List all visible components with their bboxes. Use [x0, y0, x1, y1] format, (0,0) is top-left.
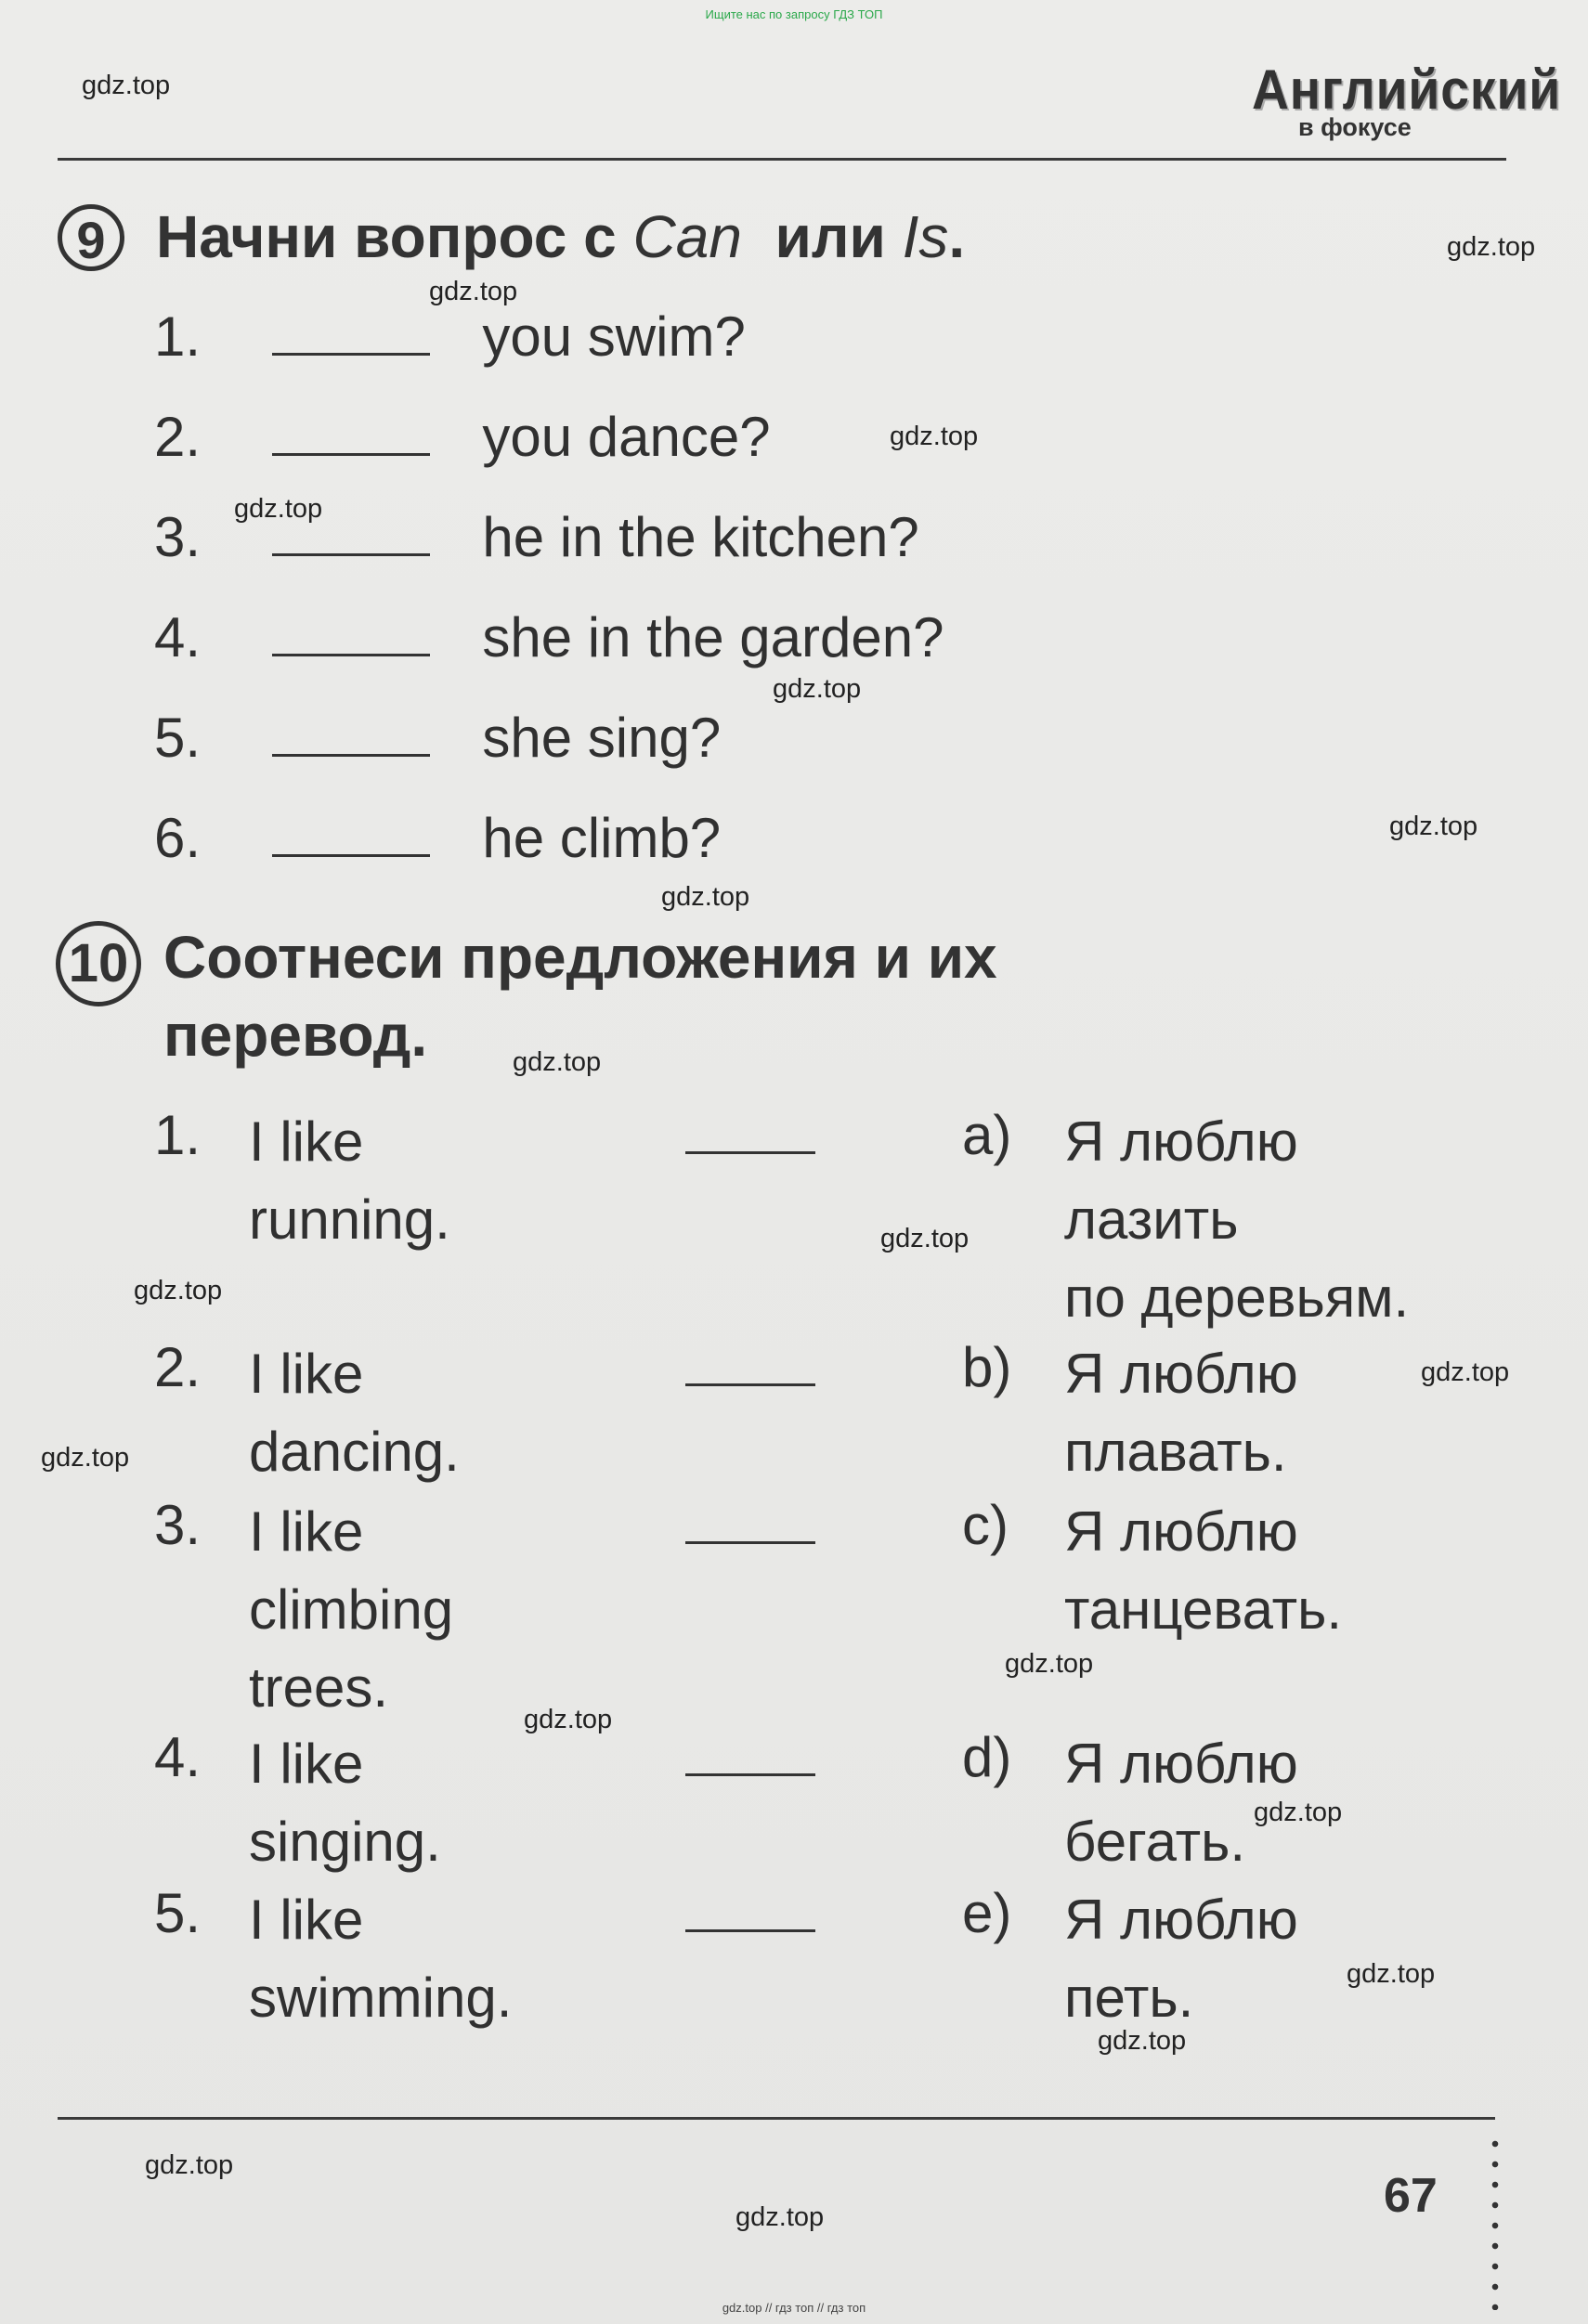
watermark: gdz.top [429, 277, 518, 306]
answer-blank[interactable] [272, 754, 430, 757]
match-blank-1[interactable] [685, 1151, 815, 1154]
task-9-question-5 [154, 706, 721, 770]
translation-b: Я люблю плавать. [1064, 1343, 1298, 1483]
translation-e: Я люблю петь. [1064, 1889, 1298, 2029]
watermark: gdz.top [134, 1276, 223, 1305]
answer-blank[interactable] [272, 353, 430, 356]
watermark: gdz.top [1421, 1357, 1510, 1387]
task-10-sentence-4-number: 4. [154, 1726, 202, 1788]
question-number: 1. [154, 305, 202, 368]
watermark: gdz.top [41, 1443, 130, 1473]
watermark: gdz.top [880, 1224, 970, 1253]
book-logo-title: Английский [1252, 58, 1562, 121]
translation-c-letter: c) [962, 1494, 1009, 1556]
question-text: he in the kitchen? [482, 506, 919, 568]
task-10-sentence-2-number: 2. [154, 1336, 202, 1398]
watermark: gdz.top [524, 1705, 613, 1734]
watermark: gdz.top [234, 494, 323, 524]
watermark: gdz.top [513, 1047, 602, 1077]
header-rule [58, 158, 1506, 161]
page-edge-dots [1491, 2134, 1499, 2310]
task-10-title-line-2: перевод. [163, 1002, 428, 1069]
task-10-sentence-5-number: 5. [154, 1882, 202, 1944]
translation-d: Я люблю бегать. [1064, 1733, 1298, 1873]
answer-blank[interactable] [272, 553, 430, 556]
task-10-sentence-2: I like dancing. [249, 1343, 460, 1483]
task-10-number: 10 [56, 921, 141, 1006]
task-10-sentence-4: I like singing. [249, 1733, 441, 1873]
page-number: 67 [1384, 2169, 1438, 2223]
task-9-title: Начни вопрос с Can или Is. [156, 203, 966, 270]
translation-d-letter: d) [962, 1726, 1012, 1788]
task-10-sentence-1-number: 1. [154, 1104, 202, 1166]
search-hint: Ищите нас по запросу ГДЗ ТОП [705, 7, 883, 21]
translation-e-letter: e) [962, 1882, 1012, 1944]
watermark: gdz.top [145, 2150, 234, 2180]
question-number: 5. [154, 707, 202, 769]
question-text: she sing? [482, 707, 722, 769]
footer-rule [58, 2117, 1495, 2120]
question-number: 2. [154, 406, 202, 468]
task-10-title-line-1: Соотнеси предложения и их [163, 924, 997, 991]
watermark: gdz.top [1005, 1649, 1094, 1679]
watermark: gdz.top [1389, 811, 1478, 841]
match-blank-5[interactable] [685, 1929, 815, 1932]
question-number: 6. [154, 807, 202, 869]
watermark: gdz.top [661, 882, 750, 912]
question-text: you dance? [482, 406, 771, 468]
task-10-sentence-1: I like running. [249, 1110, 450, 1251]
match-blank-2[interactable] [685, 1383, 815, 1386]
book-logo-subtitle: в фокусе [1298, 113, 1412, 141]
answer-blank[interactable] [272, 654, 430, 656]
watermark: gdz.top [773, 674, 862, 704]
translation-a: Я люблю лазить по деревьям. [1064, 1110, 1410, 1329]
translation-a-letter: a) [962, 1104, 1012, 1166]
question-text: you swim? [482, 305, 746, 368]
question-number: 3. [154, 506, 202, 568]
match-blank-3[interactable] [685, 1541, 815, 1544]
match-blank-4[interactable] [685, 1773, 815, 1776]
watermark: gdz.top [1447, 232, 1536, 262]
question-number: 4. [154, 606, 202, 669]
task-10-sentence-3: I like climbing trees. [249, 1500, 454, 1719]
watermark: gdz.top [1347, 1959, 1436, 1989]
task-9-question-6 [154, 806, 721, 870]
question-text: she in the garden? [482, 606, 944, 669]
task-9-question-2 [154, 405, 771, 469]
watermark: gdz.top [82, 71, 171, 100]
bottom-note: gdz.top // гдз топ // гдз топ [722, 2301, 866, 2315]
task-9-question-4 [154, 605, 944, 669]
question-text: he climb? [482, 807, 722, 869]
task-10-sentence-3-number: 3. [154, 1494, 202, 1556]
watermark: gdz.top [1254, 1798, 1343, 1827]
watermark: gdz.top [735, 2202, 825, 2232]
task-9-number: 9 [58, 204, 124, 271]
watermark: gdz.top [890, 422, 979, 451]
task-9-question-1 [154, 305, 746, 369]
translation-b-letter: b) [962, 1336, 1012, 1398]
task-10-sentence-5: I like swimming. [249, 1889, 513, 2029]
watermark: gdz.top [1098, 2026, 1187, 2056]
answer-blank[interactable] [272, 854, 430, 857]
answer-blank[interactable] [272, 453, 430, 456]
translation-c: Я люблю танцевать. [1064, 1500, 1343, 1641]
